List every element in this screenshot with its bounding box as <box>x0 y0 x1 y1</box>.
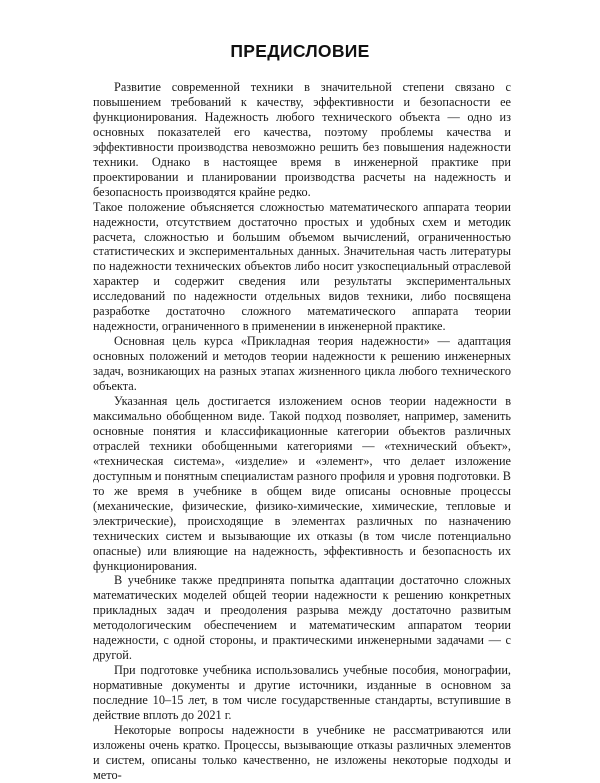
paragraph-4: Указанная цель достигается изложением основ теории надежности в максимально обобщенном виде. Такой подход позволяет, например, заменить основные понятия и классификационные категории объектов различных отраслей техники обобщенными категориями — «технический объект», «техническая система», «изделие» и «элемент», что делает изложение доступным и понятным специалистам разного профиля и уровня подготовки. В то же время в учебнике в общем виде описаны основные процессы (механические, физические, физико-химические, химические, тепловые и электрические), происходящие в элементах различных по назначению технических систем и вызывающие их отказы (в том числе потенциально опасные) или влияющие на надежность, эффективность и безопасность их функционирования. <box>93 394 511 573</box>
paragraph-1: Развитие современной техники в значительной степени связано с повышением требований к качеству, эффективности и безопасности ее функционирования. Надежность любого технического объекта — одно из основных показателей его качества, поэтому проблемы качества и эффективности производства невозможно решить без повышения надежности техники. Однако в настоящее время в инженерной практике при проектировании и планировании производства расчеты на надежность и безопасность производятся крайне редко. <box>93 80 511 199</box>
paragraph-6: При подготовке учебника использовались учебные пособия, монографии, нормативные документы и другие источники, изданные в основном за последние 10–15 лет, в том числе государственные стандарты, вступившие в действие вплоть до 2021 г. <box>93 663 511 723</box>
paragraph-3: Основная цель курса «Прикладная теория надежности» — адаптация основных положений и методов теории надежности к решению инженерных задач, возникающих на разных этапах жизненного цикла любого технического объекта. <box>93 334 511 394</box>
paragraph-5: В учебнике также предпринята попытка адаптации достаточно сложных математических моделей общей теории надежности к решению конкретных прикладных задач и преодоления разрыва между достаточно развитым методологическим обеспечением и математическим аппаратом теории надежности, с одной стороны, и практическими инженерными задачами — с другой. <box>93 573 511 663</box>
paragraph-7: Некоторые вопросы надежности в учебнике не рассматриваются или изложены очень кратко. Процессы, вызывающие отказы различных элементов и систем, описаны только качественно, не изложены некоторые подходы и мето- <box>93 722 511 782</box>
paragraph-2: Такое положение объясняется сложностью математического аппарата теории надежности, отсутствием достаточно простых и удобных схем и методик расчета, сложностью и большим объемом вычислений, ограниченностью статистических и экспериментальных данных. Значительная часть литературы по надежности технических объектов либо носит узкоспециальный отраслевой характер и содержит сведения или результаты экспериментальных исследований по надежности отдельных видов техники, либо посвящена разработке достаточно сложного математического аппарата теории надежности, ограниченного в применении в инженерной практике. <box>93 199 511 334</box>
body-text <box>93 80 511 783</box>
page-title: ПРЕДИСЛОВИЕ <box>230 41 370 61</box>
